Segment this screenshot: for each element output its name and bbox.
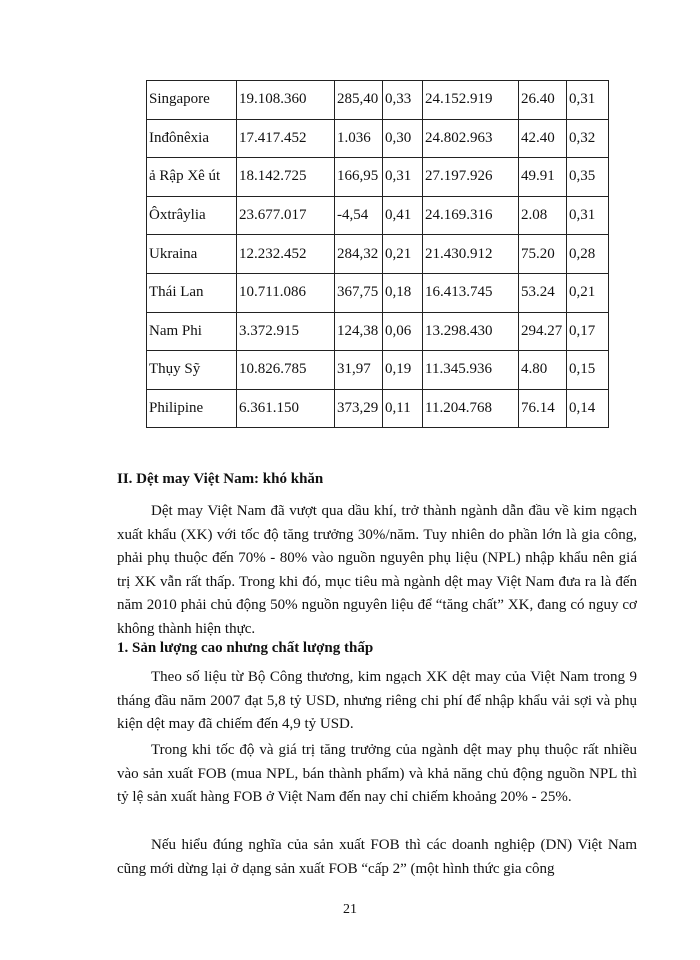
table-cell: 17.417.452 [237,119,335,158]
table-cell: Thái Lan [147,273,237,312]
table-cell: 24.802.963 [423,119,519,158]
table-cell: 31,97 [335,351,383,390]
table-cell: 0,18 [383,273,423,312]
paragraph-statistics: Theo số liệu từ Bộ Công thương, kim ngạch XK dệt may của Việt Nam trong 9 tháng đầu năm 2007 đạt 5,8 tỷ USD, nhưng riêng chi phí để nhập khẩu vải sợi và phụ kiện dệt may đã chiếm đến 4,9 tỷ USD. [117,669,637,732]
table-cell: 42.40 [519,119,567,158]
paragraph-fob-ratio: Trong khi tốc độ và giá trị tăng trưởng của ngành dệt may phụ thuộc rất nhiều vào sản xuất FOB (mua NPL, bán thành phẩm) và khả năng chủ động nguồn NPL thì tỷ lệ sản xuất hàng FOB ở Việt Nam đến nay chỉ chiếm khoảng 20% - 25%. [117,742,637,805]
table-cell: Singapore [147,81,237,120]
table-cell: 0,28 [567,235,609,274]
table-cell: 0,17 [567,312,609,351]
table-row [147,119,609,158]
table-row [147,351,609,390]
table-row [147,312,609,351]
table-cell: 0,32 [567,119,609,158]
table-cell: 373,29 [335,389,383,428]
table-cell: 21.430.912 [423,235,519,274]
table-cell: 4.80 [519,351,567,390]
table-cell: 0,21 [567,273,609,312]
export-table [146,80,609,428]
table-cell: 53.24 [519,273,567,312]
table-cell: 0,31 [567,81,609,120]
table-cell: 0,15 [567,351,609,390]
table-cell: 10.711.086 [237,273,335,312]
table-cell: -4,54 [335,196,383,235]
table-cell: 49.91 [519,158,567,197]
table-cell: 24.169.316 [423,196,519,235]
table-row [147,389,609,428]
table-row [147,196,609,235]
table-cell: 0,30 [383,119,423,158]
table-cell: 76.14 [519,389,567,428]
table-cell: 0,14 [567,389,609,428]
table-cell: 24.152.919 [423,81,519,120]
table-cell: 0,33 [383,81,423,120]
table-cell: 367,75 [335,273,383,312]
table-cell: 1.036 [335,119,383,158]
table-cell: 19.108.360 [237,81,335,120]
paragraph-intro: Dệt may Việt Nam đã vượt qua dầu khí, trở thành ngành dẫn đầu về kim ngạch xuất khẩu (XK) với tốc độ tăng trưởng 30%/năm. Tuy nhiên do phần lớn là gia công, phải phụ thuộc đến 70% - 80% vào nguồn nguyên phụ liệu (NPL) nhập khẩu nên giá trị XK vẫn rất thấp. Trong khi đó, mục tiêu mà ngành dệt may Việt Nam đưa ra là đến năm 2010 phải chủ động 50% nguồn nguyên liệu để “tăng chất” XK, đang có nguy cơ không thành hiện thực. [117,503,637,637]
table-cell: Nam Phi [147,312,237,351]
table-cell: 12.232.452 [237,235,335,274]
table-cell: 10.826.785 [237,351,335,390]
table-cell: 0,21 [383,235,423,274]
section-heading: II. Dệt may Việt Nam: khó khăn [117,471,324,487]
paragraph-fob-level: Nếu hiểu đúng nghĩa của sản xuất FOB thì các doanh nghiệp (DN) Việt Nam cũng mới dừng lại ở dạng sản xuất FOB “cấp 2” (một hình thức gia công [117,837,637,877]
table-cell: 23.677.017 [237,196,335,235]
subsection-heading: 1. Sản lượng cao nhưng chất lượng thấp [117,640,374,656]
table-row [147,158,609,197]
table-cell: 166,95 [335,158,383,197]
table-cell: 16.413.745 [423,273,519,312]
table-cell: Philipine [147,389,237,428]
table-cell: 13.298.430 [423,312,519,351]
table-cell: 27.197.926 [423,158,519,197]
table-row [147,273,609,312]
page-number: 21 [343,902,357,917]
table-cell: 0,41 [383,196,423,235]
table-cell: 294.27 [519,312,567,351]
table-cell: 11.345.936 [423,351,519,390]
table-row [147,235,609,274]
table-cell: 3.372.915 [237,312,335,351]
table-cell: 2.08 [519,196,567,235]
export-table-body [147,81,609,428]
table-cell: 0,19 [383,351,423,390]
table-cell: 285,40 [335,81,383,120]
table-cell: 26.40 [519,81,567,120]
table-cell: 124,38 [335,312,383,351]
table-cell: 18.142.725 [237,158,335,197]
table-cell: 0,11 [383,389,423,428]
table-cell: 75.20 [519,235,567,274]
table-cell: 284,32 [335,235,383,274]
table-cell: ả Rập Xê út [147,158,237,197]
table-cell: 0,06 [383,312,423,351]
table-cell: Thụy Sỹ [147,351,237,390]
table-cell: 6.361.150 [237,389,335,428]
table-cell: Ukraina [147,235,237,274]
table-cell: Ôxtrâylia [147,196,237,235]
table-cell: Inđônêxia [147,119,237,158]
table-cell: 0,31 [567,196,609,235]
table-row [147,81,609,120]
table-cell: 0,35 [567,158,609,197]
table-cell: 0,31 [383,158,423,197]
table-cell: 11.204.768 [423,389,519,428]
